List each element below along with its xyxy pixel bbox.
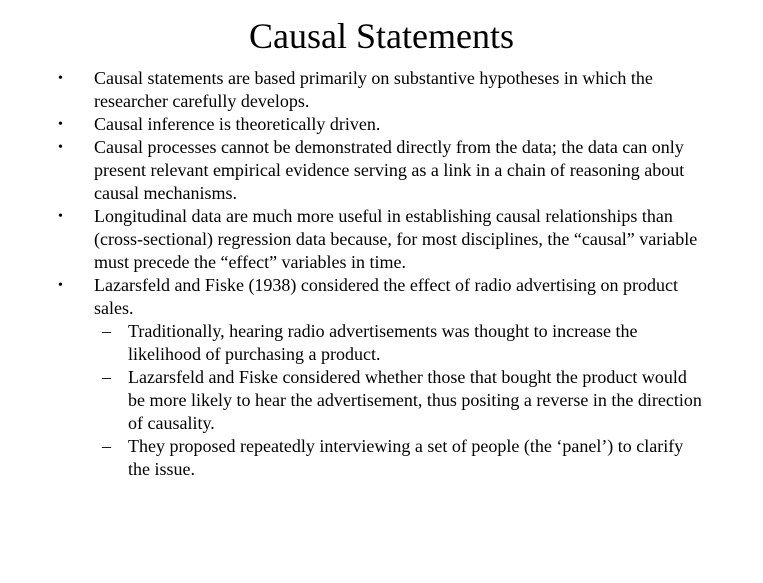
bullet-item <box>54 67 704 113</box>
bullet-item <box>54 205 704 274</box>
sub-bullet-text: Lazarsfeld and Fiske considered whether those that bought the product would be more likely to hear the advertisement, thus positing a reverse in the direction of causality. <box>128 367 702 433</box>
bullet-text: Lazarsfeld and Fiske (1938) considered the effect of radio advertising on product sales. <box>94 275 678 318</box>
sub-bullet-text: They proposed repeatedly interviewing a set of people (the ‘panel’) to clarify the issue. <box>128 436 684 479</box>
sub-bullet-item <box>94 435 704 481</box>
bullet-text: Causal inference is theoretically driven. <box>94 114 381 134</box>
bullet-icon: • <box>58 278 63 293</box>
sub-bullet-item <box>94 320 704 366</box>
dash-icon: – <box>102 367 111 387</box>
dash-icon: – <box>102 321 111 341</box>
bullet-icon: • <box>58 71 63 86</box>
sub-bullet-text: Traditionally, hearing radio advertisements was thought to increase the likelihood of purchasing a product. <box>128 321 638 364</box>
sub-bullet-item <box>94 366 704 435</box>
bullet-text: Causal processes cannot be demonstrated directly from the data; the data can only present relevant empirical evidence serving as a link in a chain of reasoning about causal mechanisms. <box>94 137 685 203</box>
bullet-icon: • <box>58 209 63 224</box>
sub-bullet-list <box>94 320 704 481</box>
bullet-text: Causal statements are based primarily on substantive hypotheses in which the researcher carefully develops. <box>94 68 653 111</box>
slide-title: Causal Statements <box>249 16 514 56</box>
dash-icon: – <box>102 436 111 456</box>
bullet-icon: • <box>58 140 63 155</box>
bullet-list <box>54 67 704 481</box>
bullet-icon: • <box>58 117 63 132</box>
bullet-text: Longitudinal data are much more useful in establishing causal relationships than (cross-sectional) regression data because, for most disciplines, the “causal” variable must precede the “effect” variables in time. <box>94 206 698 272</box>
bullet-item <box>54 113 704 136</box>
bullet-item <box>54 136 704 205</box>
bullet-item <box>54 274 704 481</box>
